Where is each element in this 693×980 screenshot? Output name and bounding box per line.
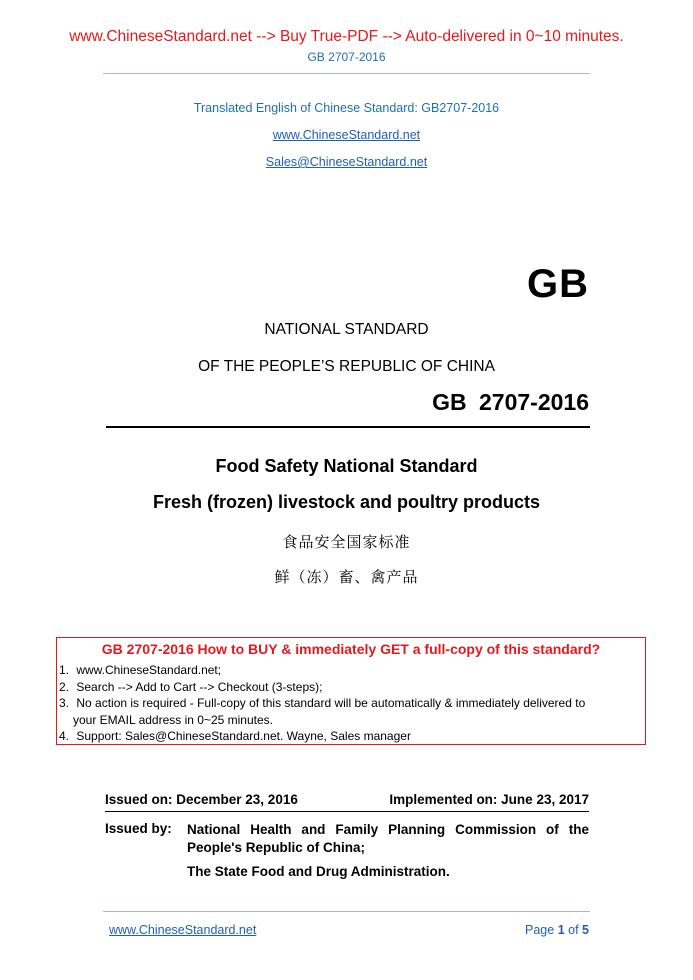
list-item	[59, 679, 585, 696]
list-item	[59, 695, 585, 728]
gb-logo: GB	[527, 262, 589, 306]
list-item-text: Search --> Add to Cart --> Checkout (3-steps);	[76, 679, 323, 694]
title-english-line-2: Fresh (frozen) livestock and poultry products	[152, 492, 541, 512]
title-english-line-1: Food Safety National Standard	[215, 456, 478, 476]
list-item	[59, 662, 585, 679]
list-item-text: No action is required - Full-copy of this standard will be automatically & immediately delivered to	[76, 696, 586, 710]
list-item-text[interactable]: www.ChineseStandard.net;	[76, 663, 222, 677]
issuer-2: The State Food and Drug Administration.	[187, 864, 450, 879]
standard-number: GB 2707-2016	[432, 389, 589, 415]
purchase-steps-list	[59, 662, 585, 745]
republic-heading: OF THE PEOPLE’S REPUBLIC OF CHINA	[198, 358, 495, 375]
footer-link-wrapper	[109, 923, 256, 937]
list-item-text: Support: Sales@ChineseStandard.net. Wayne, Sales manager	[76, 729, 411, 743]
header-standard-code: GB 2707-2016	[307, 50, 386, 64]
sales-email-link[interactable]: Sales@ChineseStandard.net	[265, 155, 428, 169]
implemented-on-date: Implemented on: June 23, 2017	[389, 792, 589, 807]
list-item-number: 3.	[59, 696, 70, 710]
issuer-1: National Health and Family Planning Commission of the People's Republic of China;	[187, 822, 589, 855]
list-item-number: 1.	[59, 663, 70, 677]
page-total: 5	[582, 923, 589, 937]
list-item-number: 2.	[59, 679, 70, 694]
title-chinese-line-1: 食品安全国家标准	[282, 533, 411, 551]
page-indicator	[525, 923, 589, 937]
purchase-info-box	[56, 637, 646, 745]
page-of: of	[568, 923, 579, 937]
list-item-number: 4.	[59, 729, 70, 743]
website-link[interactable]: www.ChineseStandard.net	[272, 128, 421, 142]
dates-divider	[105, 811, 589, 812]
page-current: 1	[557, 923, 565, 937]
national-standard-heading: NATIONAL STANDARD	[264, 321, 429, 338]
page-label: Page	[525, 923, 555, 937]
email-link-wrapper	[0, 155, 693, 169]
header-divider	[103, 73, 590, 74]
title-divider	[106, 426, 590, 428]
list-item-continuation: your EMAIL address in 0~25 minutes.	[73, 712, 273, 727]
footer-website-link[interactable]: www.ChineseStandard.net	[109, 923, 257, 937]
purchase-box-title: GB 2707-2016 How to BUY & immediately GET a full-copy of this standard?	[101, 641, 601, 657]
list-item	[59, 728, 585, 745]
translated-notice: Translated English of Chinese Standard: GB2707-2016	[193, 101, 500, 115]
title-chinese-line-2: 鲜（冻）畜、禽产品	[274, 568, 419, 586]
footer-divider	[103, 911, 590, 912]
issued-by-label: Issued by:	[105, 821, 172, 836]
top-banner[interactable]: www.ChineseStandard.net --> Buy True-PDF --> Auto-delivered in 0~10 minutes.	[69, 28, 624, 45]
issued-on-date: Issued on: December 23, 2016	[105, 792, 298, 807]
website-link-wrapper	[0, 128, 693, 142]
